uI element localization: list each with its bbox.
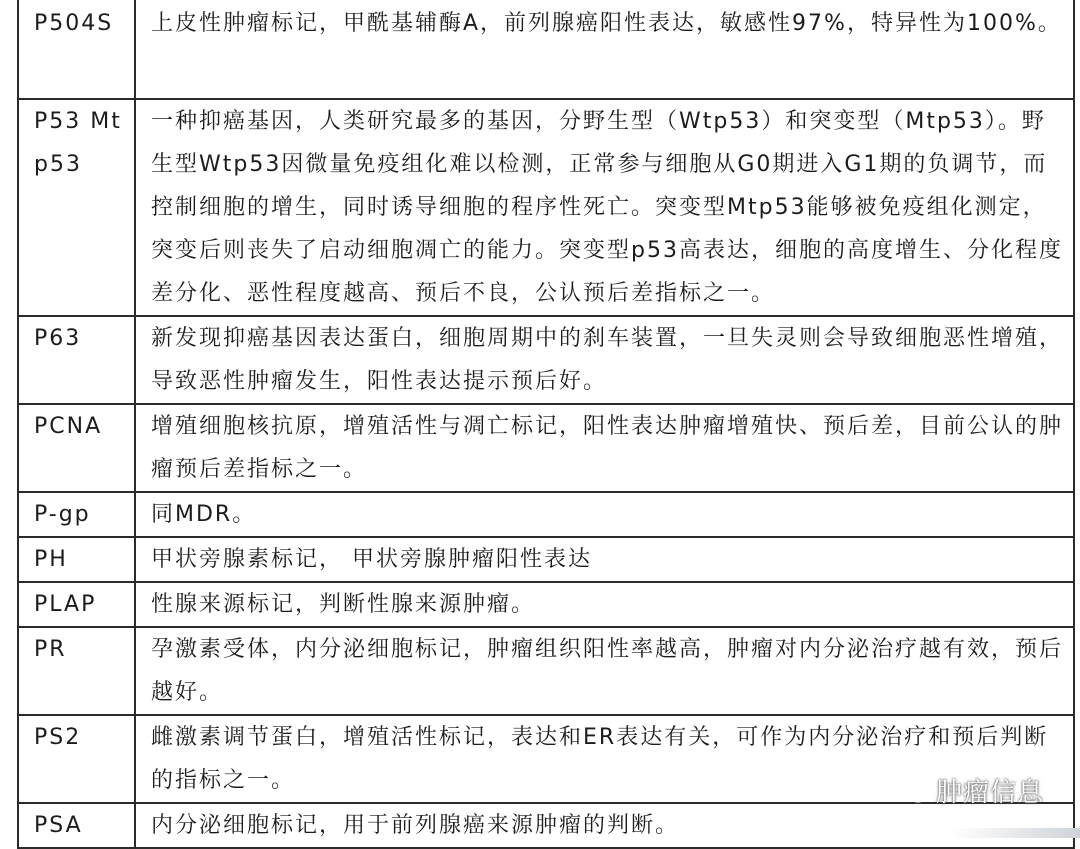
marker-description: 性腺来源标记，判断性腺来源肿瘤。	[135, 582, 1074, 627]
table-row	[18, 627, 1074, 715]
table-row	[18, 582, 1074, 627]
marker-name: P-gp	[18, 492, 135, 537]
marker-description: 上皮性肿瘤标记，甲酰基辅酶A，前列腺癌阳性表达，敏感性97%，特异性为100%。	[135, 0, 1074, 99]
marker-description: 孕激素受体，内分泌细胞标记，肿瘤组织阳性率越高，肿瘤对内分泌治疗越有效，预后越好。	[135, 627, 1074, 715]
marker-name: P504S	[18, 0, 135, 99]
table-row	[18, 537, 1074, 582]
marker-description: 内分泌细胞标记，用于前列腺癌来源肿瘤的判断。	[135, 803, 1074, 848]
marker-description: 新发现抑癌基因表达蛋白，细胞周期中的刹车装置，一旦失灵则会导致细胞恶性增殖，导致恶性肿瘤发生，阳性表达提示预后好。	[135, 316, 1074, 404]
marker-name: P63	[18, 316, 135, 404]
wechat-icon	[896, 777, 930, 805]
table-row	[18, 803, 1074, 848]
table-row	[18, 99, 1074, 316]
bottom-edge	[950, 828, 1080, 838]
marker-name: PSA	[18, 803, 135, 848]
marker-name: P53 Mtp53	[18, 99, 135, 316]
marker-name: PR	[18, 627, 135, 715]
table-row	[18, 492, 1074, 537]
marker-description: 同MDR。	[135, 492, 1074, 537]
table-row	[18, 404, 1074, 492]
marker-description: 一种抑癌基因，人类研究最多的基因，分野生型（Wtp53）和突变型（Mtp53）。野生型Wtp53因微量免疫组化难以检测，正常参与细胞从G0期进入G1期的负调节，而控制细胞的增生，同时诱导细胞的程序性死亡。突变型Mtp53能够被免疫组化测定，突变后则丧失了启动细胞凋亡的能力。突变型p53高表达，细胞的高度增生、分化程度差分化、恶性程度越高、预后不良，公认预后差指标之一。	[135, 99, 1074, 316]
table-row	[18, 0, 1074, 99]
watermark-text: 肿瘤信息	[935, 778, 1044, 808]
marker-description: 雌激素调节蛋白，增殖活性标记，表达和ER表达有关，可作为内分泌治疗和预后判断的指标之一。	[135, 715, 1074, 803]
marker-description: 增殖细胞核抗原，增殖活性与凋亡标记，阳性表达肿瘤增殖快、预后差，目前公认的肿瘤预后差指标之一。	[135, 404, 1074, 492]
marker-name: PLAP	[18, 582, 135, 627]
marker-name: PH	[18, 537, 135, 582]
marker-table	[17, 0, 1075, 849]
marker-name: PS2	[18, 715, 135, 803]
marker-name: PCNA	[18, 404, 135, 492]
table-row	[18, 316, 1074, 404]
source-watermark	[896, 772, 1044, 809]
marker-description: 甲状旁腺素标记， 甲状旁腺肿瘤阳性表达	[135, 537, 1074, 582]
